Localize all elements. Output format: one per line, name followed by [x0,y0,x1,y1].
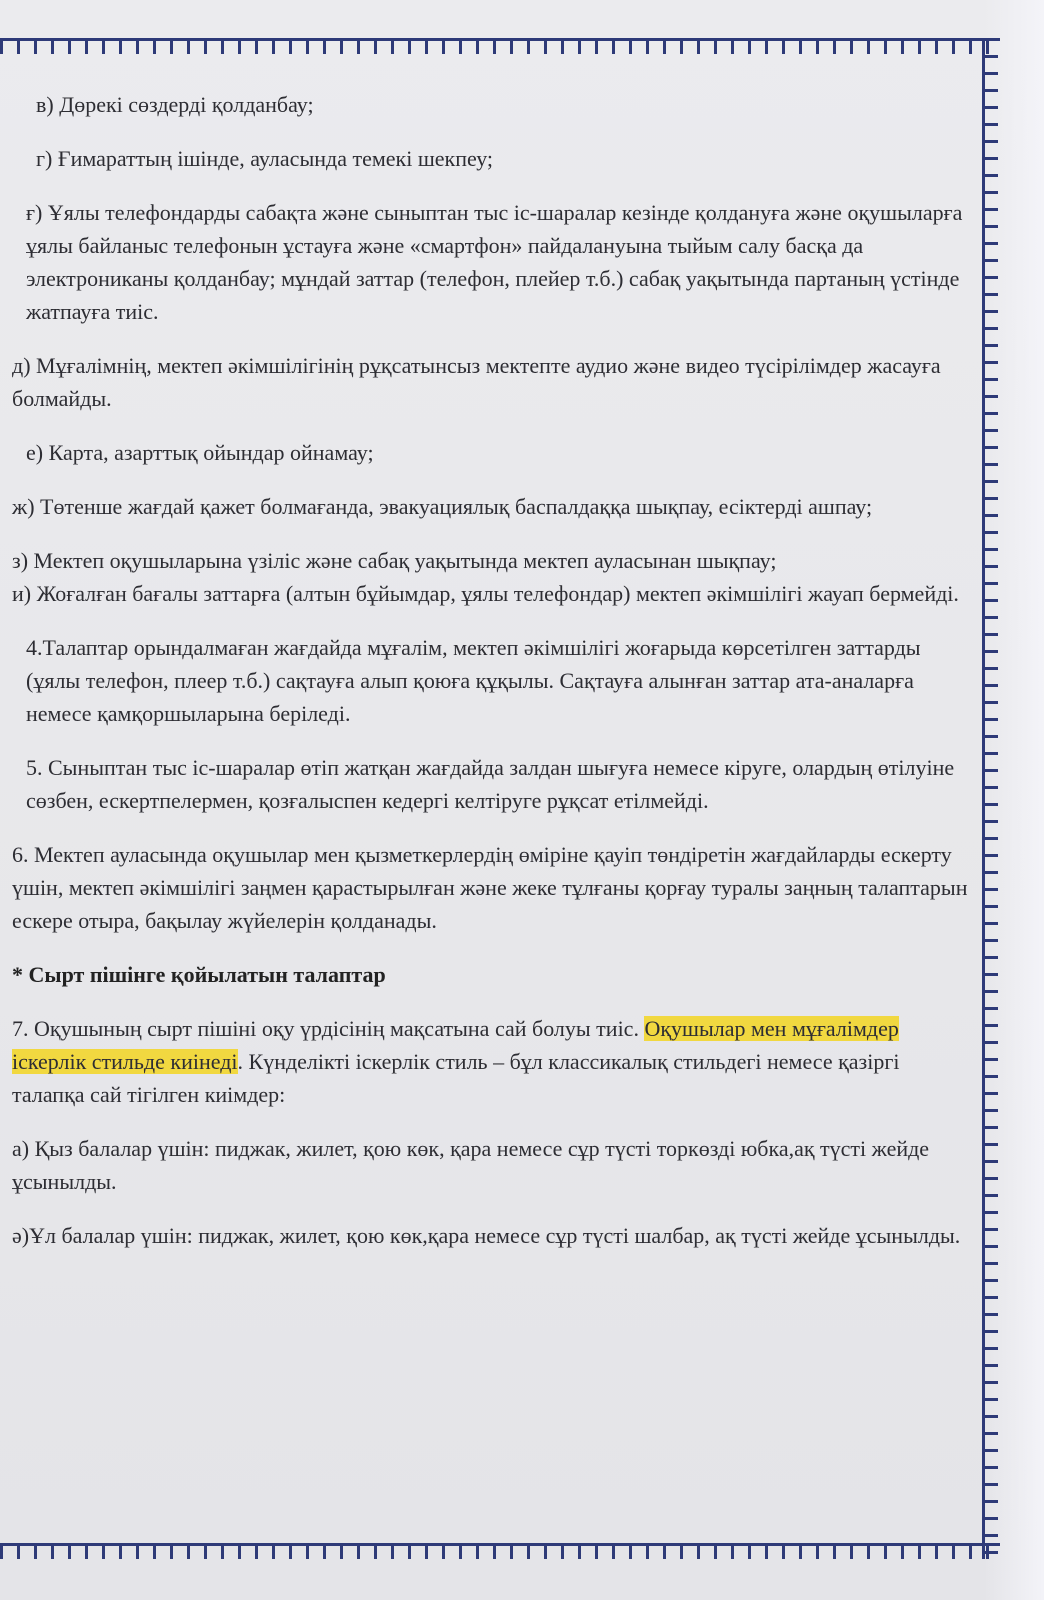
paragraph-7-end: . Күнделікті іскерлік стиль – бұл классикалық стильдегі немесе қазіргі талапқа сай тігілген киімдер: [12,1049,900,1107]
document-body [12,88,972,1273]
decorative-border-top [0,38,1000,54]
paragraph-7-start: 7. Оқушының сырт пішіні оқу үрдісінің мақсатына сай болуы тиіс. [12,1016,645,1041]
rule-item-gh: ғ) Ұялы телефондарды сабақта және сыныптан тыс іс-шаралар кезінде қолдануға және оқушыларға ұялы байланыс телефонын ұстауға және «смартфон» пайдалануына тыйым салу басқа да электрониканы қолданбау; мұндай заттар (телефон, плейер т.б.) сабақ уақытында партаның үстінде жатпауға тиіс. [26,200,963,324]
highlighted-text: Оқушылар мен мұғалімдер іскерлік стильде киінеді [12,1016,899,1074]
decorative-border-right [982,38,998,1559]
dress-item-a: а) Қыз балалар үшін: пиджак, жилет, қою көк, қара немесе сұр түсті торкөзді юбка,ақ түсті жейде ұсынылды. [12,1136,930,1194]
dress-item-ae: ә)Ұл балалар үшін: пиджак, жилет, қою көк,қара немесе сұр түсті шалбар, ақ түсті жейде ұсынылды. [12,1223,961,1248]
rule-item-e: е) Карта, азарттық ойындар ойнамау; [26,440,374,465]
rule-item-z: з) Мектеп оқушыларына үзіліс және сабақ уақытында мектеп ауласынан шықпау; [12,548,777,573]
rule-item-d: д) Мұғалімнің, мектеп әкімшілігінің рұқсатынсыз мектепте аудио және видео түсірілімдер жасауға болмайды. [12,353,941,411]
paragraph-5: 5. Сыныптан тыс іс-шаралар өтіп жатқан жағдайда залдан шығуға немесе кіруге, олардың өтілуіне сөзбен, ескертпелермен, қозғалыспен кедергі келтіруге рұқсат етілмейді. [26,755,955,813]
paragraph-4: 4.Талаптар орындалмаған жағдайда мұғалім, мектеп әкімшілігі жоғарыда көрсетілген заттарды (ұялы телефон, плеер т.б.) сақтауға алып қоюға құқылы. Сақтауға алынған заттар ата-аналарға немесе қамқоршыларына беріледі. [26,635,921,726]
paragraph-7 [12,1012,972,1111]
rule-item-i: и) Жоғалған бағалы заттарға (алтын бұйымдар, ұялы телефондар) мектеп әкімшілігі жауап бермейді. [12,581,959,606]
rule-item-v: в) Дөрекі сөздерді қолданбау; [36,92,314,117]
paragraph-6: 6. Мектеп ауласында оқушылар мен қызметкерлердің өміріне қауіп төндіретін жағдайларды ескерту үшін, мектеп әкімшілігі заңмен қарастырылған және жеке тұлғаны қорғау туралы заңның талаптарын ескере отыра, бақылау жүйелерін қолданады. [12,842,968,933]
rule-item-zh: ж) Төтенше жағдай қажет болмағанда, эвакуациялық баспалдаққа шықпау, есіктерді ашпау; [12,494,873,519]
section-heading: * Сырт пішінге қойылатын талаптар [12,962,386,987]
decorative-border-bottom [0,1543,1000,1559]
rule-item-g: г) Ғимараттың ішінде, ауласында темекі шекпеу; [36,146,494,171]
